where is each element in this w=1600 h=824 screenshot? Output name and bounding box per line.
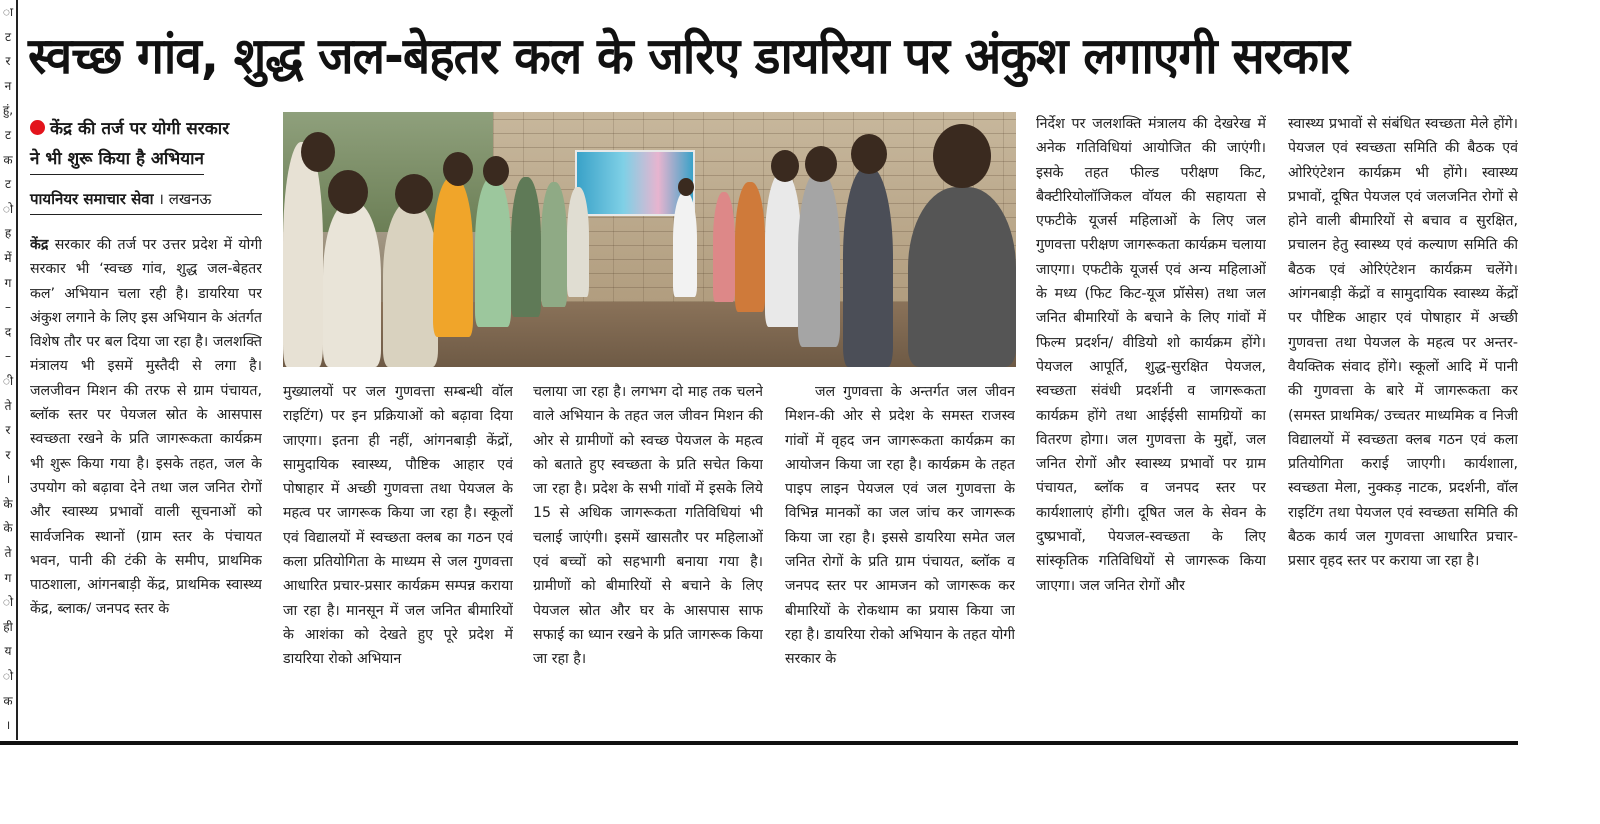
strip-fragment: हुं, <box>2 103 14 118</box>
column-6-text: स्वास्थ्य प्रभावों से संबंधित स्वच्छता मेले होंगे। पेयजल एवं स्वच्छता समिति की बैठक एवं ओरिएंटेशन कार्यक्रम भी होंगे। स्वास्थ्य प्रभावों, दूषित पेयजल एवं जलजनित रोगों से होने वाली बीमारियों से बचाव व सुरक्षित, प्रचालन हेतु स्वास्थ्य एवं कल्याण समिति की बैठक एवं ओरिएंटेशन कार्यक्रम चलेंगे। आंगनबाड़ी केंद्रों व सामुदायिक स्वास्थ्य केंद्रों पर पौष्टिक आहार एवं पोषाहार में अच्छी गुणवत्ता तथा पेयजल के महत्व पर अन्तर-वैयक्तिक संवाद होंगे। स्कूलों आदि में पानी की गुणवत्ता के बारे में जागरूकता कर (समस्त प्राथमिक/ उच्चतर माध्यमिक व निजी विद्यालयों में स्वच्छता क्लब गठन एवं कला प्रतियोगिता कराई जाएगी। कार्यशाला, स्वच्छता मेला, नुक्कड़ नाटक, प्रदर्शनी, वॉल राइटिंग तथा पेयजल एवं स्वच्छता समिति की बैठक कार्य जल गुणवत्ता आधारित प्रचार-प्रसार वृहद स्तर पर कराया जा रहा है। <box>1288 116 1518 570</box>
strip-fragment: के <box>3 496 13 511</box>
article-column-6 <box>1288 112 1518 728</box>
column-2-text: मुख्यालयों पर जल गुणवत्ता सम्बन्धी वॉल राइटिंग) पर इन प्रक्रियाओं को बढ़ावा दिया जाएगा। इतना ही नहीं, आंगनबाड़ी केंद्रों, सामुदायिक स्वास्थ्य, पौष्टिक आहार एवं पोषाहार में अच्छी गुणवत्ता तथा पेयजल के महत्व पर जागरूक किया जा रहा है। स्कूलों एवं विद्यालयों में स्वच्छता क्लब का गठन एवं कला प्रतियोगिता के माध्यम से जल गुणवत्ता आधारित प्रचार-प्रसार कार्यक्रम सम्पन्न कराया जा रहा है। मानसून में जल जनित बीमारियों के आशंका को देखते हुए पूरे प्रदेश में डायरिया रोको अभियान <box>283 384 513 668</box>
strip-fragment: के <box>3 521 13 536</box>
adjacent-article-strip <box>0 0 18 740</box>
strip-fragment: ते <box>4 546 12 561</box>
strip-fragment: ते <box>4 398 12 413</box>
strip-fragment: न <box>4 78 12 93</box>
lead-word: केंद्र <box>30 237 49 253</box>
kicker-line-2: ने भी शुरू किया है अभियान <box>30 144 204 175</box>
byline-city: लखनऊ <box>168 190 212 208</box>
strip-fragment: ट <box>4 177 12 192</box>
red-dot-icon <box>30 120 45 135</box>
headline: स्वच्छ गांव, शुद्ध जल-बेहतर कल के जरिए डायरिया पर अंकुश लगाएगी सरकार <box>28 27 1349 85</box>
strip-fragment: क <box>3 152 13 167</box>
article-column-5 <box>1036 112 1266 728</box>
strip-fragment: द <box>4 324 12 339</box>
kicker <box>30 114 262 175</box>
strip-fragment: र <box>5 447 11 462</box>
strip-fragment: ी <box>2 373 14 388</box>
strip-fragment: ट <box>4 127 12 142</box>
strip-fragment: ो <box>2 595 14 610</box>
column-3-text: चलाया जा रहा है। लगभग दो माह तक चलने वाले अभियान के तहत जल जीवन मिशन की ओर से ग्रामीणों को स्वच्छ पेयजल के महत्व को बताते हुए स्वच्छता के प्रति सचेत किया जा रहा है। प्रदेश के सभी गांवों में इसके लिये 15 से अधिक जागरूकता गतिविधियां भी चलाई जाएंगी। इसमें खासतौर पर महिलाओं एवं बच्चों को सहभागी बनाया गया है। ग्रामीणों को बीमारियों से बचाने के लिए पेयजल स्रोत और घर के आसपास साफ सफाई का ध्यान रखने के प्रति जागरूक किया जा रहा है। <box>533 384 763 668</box>
strip-fragment: ो <box>2 201 14 216</box>
strip-fragment: र <box>5 54 11 69</box>
strip-fragment: ा <box>2 5 14 19</box>
column-5-text: निर्देश पर जलशक्ति मंत्रालय की देखरेख में अनेक गतिविधियां आयोजित की जाएंगी। इसके तहत फील्ड परीक्षण किट, बैक्टीरियोलॉजिकल वॉयल की सहायता से एफटीके यूजर्स महिलाओं के लिए जल गुणवत्ता परीक्षण जागरूकता कार्यक्रम चलाया जाएगा। एफटीके यूजर्स एवं अन्य महिलाओं के मध्य (फिट किट-यूज प्रॉसेस) तथा जल जनित बीमारियों के बचाने के लिए गांवों में फिल्म प्रदर्शन/ वीडियो शो कार्यक्रम होंगे। पेयजल आपूर्ति, शुद्ध-सुरक्षित पेयजल, स्वच्छता संवंधी प्रदर्शनी व जागरूकता कार्यक्रम होंगे तथा आईईसी सामग्रियों का वितरण होगा। जल गुणवत्ता के मुद्दों, जल जनित रोगों और स्वास्थ्य प्रभावों पर ग्राम पंचायत, ब्लॉक व जनपद स्तर पर कार्यशालाएं होंगी। दूषित जल के सेवन के दुष्प्रभावों, पेयजल-स्वच्छता के लिए सांस्कृतिक गतिविधियों से जागरूक किया जाएगा। जल जनित रोगों और <box>1036 116 1266 594</box>
strip-fragment: ट <box>4 29 12 44</box>
article-column-4 <box>785 380 1015 728</box>
news-photo <box>283 112 1016 367</box>
strip-fragment: ही <box>3 619 13 634</box>
byline-agency: पायनियर समाचार सेवा <box>30 190 154 208</box>
strip-fragment: क <box>3 693 13 708</box>
strip-fragment: । <box>5 718 11 733</box>
column-4-text: जल गुणवत्ता के अन्तर्गत जल जीवन मिशन-की ओर से प्रदेश के समस्त राजस्व गांवों में वृहद जन जागरूकता कार्यक्रम का आयोजन किया जा रहा है। कार्यक्रम के तहत पाइप लाइन पेयजल एवं जल गुणवत्ता के विभिन्न मानकों का जल जांच कर जागरूक किया जा रहा है। इससे डायरिया समेत जल जनित रोगों के प्रति ग्राम पंचायत, ब्लॉक व जनपद स्तर पर आमजन को जागरूक कर बीमारियों के रोकथाम का प्रयास किया जा रहा है। डायरिया रोको अभियान के तहत योगी सरकार के <box>785 384 1015 668</box>
strip-fragment: में <box>4 250 12 265</box>
article-column-1 <box>30 233 262 728</box>
strip-fragment: – <box>5 300 11 315</box>
article-column-3 <box>533 380 763 728</box>
byline: पायनियर समाचार सेवा । लखनऊ <box>30 188 262 215</box>
strip-fragment: । <box>5 472 11 487</box>
column-1-text: सरकार की तर्ज पर उत्तर प्रदेश में योगी सरकार भी ‘स्वच्छ गांव, शुद्ध जल-बेहतर कल’ अभियान चला रही है। डायरिया पर अंकुश लगाने के लिए इस अभियान के अंतर्गत विशेष तौर पर बल दिया जा रहा है। जलशक्ति मंत्रालय भी इसमें मुस्तैदी से लगा है। जलजीवन मिशन की तरफ से ग्राम पंचायत, ब्लॉक स्तर पर पेयजल स्रोत के आसपास स्वच्छता रखने के प्रति जागरूकता कार्यक्रम भी शुरू किया गया है। इसके तहत, जल के उपयोग को बढ़ावा देने तथा जल जनित रोगों और स्वास्थ्य प्रभावों वाली सूचनाओं को सार्वजनिक स्थानों (ग्राम स्तर के पंचायत भवन, पानी की टंकी के समीप, प्राथमिक पाठशाला, आंगनबाड़ी केंद्र, प्राथमिक स्वास्थ्य केंद्र, ब्लाक/ जनपद स्तर के <box>30 237 262 618</box>
strip-fragment: य <box>4 644 12 659</box>
strip-fragment: ग <box>4 570 12 585</box>
article-column-2 <box>283 380 513 728</box>
strip-fragment: – <box>5 349 11 364</box>
strip-fragment: ो <box>2 669 14 684</box>
kicker-line-1: केंद्र की तर्ज पर योगी सरकार <box>30 114 262 144</box>
bottom-rule <box>0 741 1518 745</box>
strip-fragment: ह <box>4 226 12 241</box>
strip-fragment: ग <box>4 275 12 290</box>
strip-fragment: र <box>5 423 11 438</box>
